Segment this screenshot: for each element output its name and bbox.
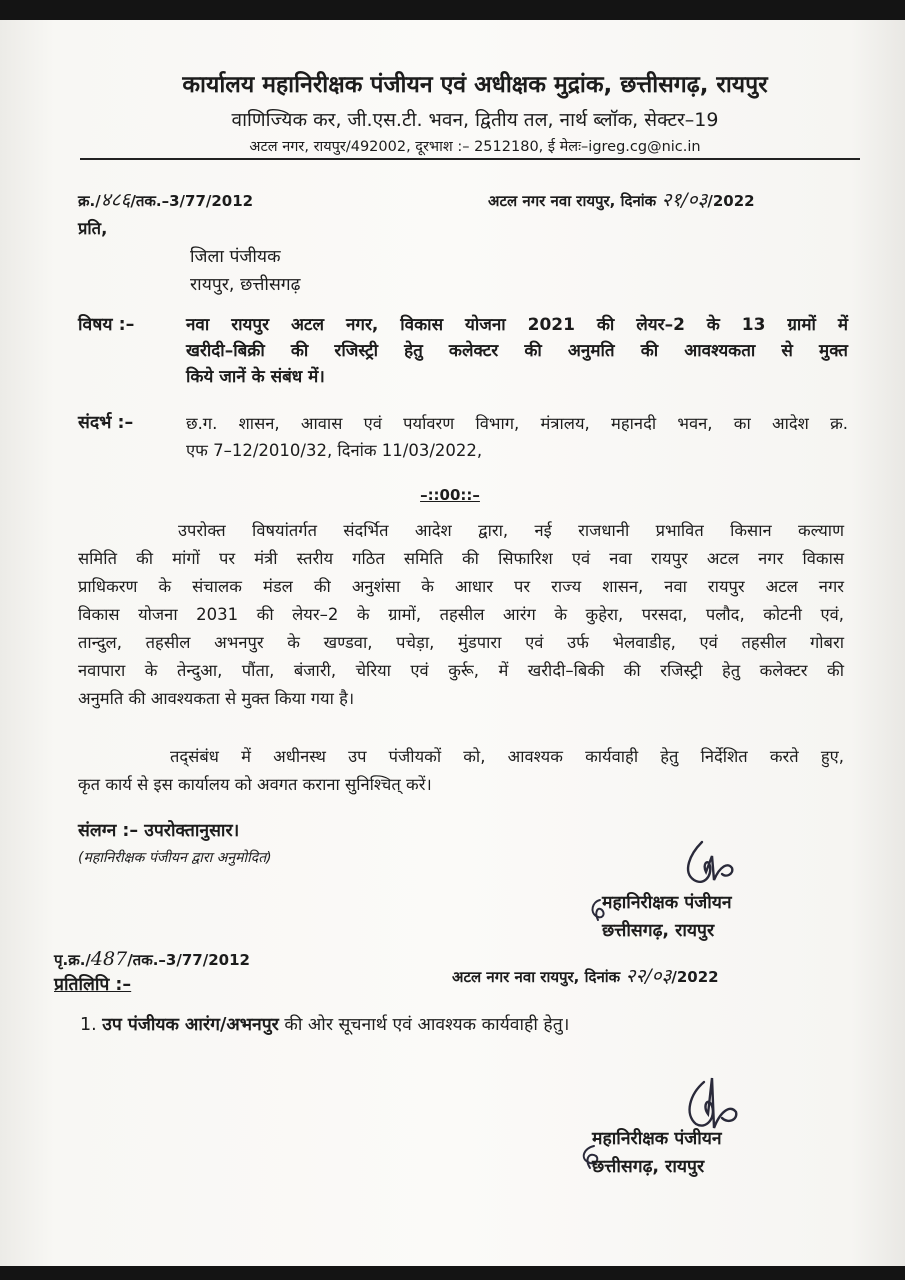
body-paragraph-1 [78,517,844,713]
letter-date-prefix: अटल नगर नवा रायपुर, दिनांक [488,192,657,210]
copy-letter-number [54,948,250,970]
copy-date-handwritten: २२/०३ [625,965,672,987]
enclosure-label: संलग्न :– उपरोक्तानुसार। [78,821,240,841]
copy-number-suffix: /तक.–3/77/2012 [127,951,250,969]
letter-number-handwritten: ४८६ [100,189,131,211]
copy-label: प्रतिलिपि :– [54,975,132,995]
copy-number-prefix: पृ.क्र./ [54,951,91,969]
sandarbh-text [186,410,848,464]
copy-number-handwritten: 487 [90,948,128,970]
paragraph-line: प्राधिकरण के संचालक मंडल की अनुशंसा के आधार पर राज्य शासन, नवा रायपुर अटल नगर [78,577,844,596]
copy-item-number: 1. [80,1015,97,1035]
paragraph-line: समिति की मांगों पर मंत्री स्तरीय गठित समिति की सिफारिश एवं नवा रायपुर अटल नगर विकास [78,549,844,568]
section-separator [390,486,510,504]
sandarbh-label: संदर्भ :– [78,413,134,433]
letter-number-prefix: क्र./ [78,192,101,210]
subject-text [186,312,848,390]
approval-note: (महानिरीक्षक पंजीयन द्वारा अनुमोदित) [78,850,272,866]
paragraph-line: अनुमति की आवश्यकता से मुक्त किया गया है। [78,689,355,708]
copy-item-1 [80,1012,569,1036]
paragraph-line: विकास योजना 2031 की लेयर–2 के ग्रामों, तहसील आरंग के कुहेरा, परसदा, पलौद, कोटनी एवं, [78,605,844,624]
sandarbh-line: एफ 7–12/2010/32, दिनांक 11/03/2022, [186,441,483,460]
prati-label: प्रति, [78,219,108,238]
subject-label: विषय :– [78,315,135,335]
letter-date-suffix: /2022 [707,192,755,210]
signatory-place-2: छत्तीसगढ़, रायपुर [592,1157,705,1177]
signatory-place-1: छत्तीसगढ़, रायपुर [602,921,715,941]
recipient-line-2: रायपुर, छत्तीसगढ़ [190,275,301,295]
paragraph-line: नवापारा के तेन्दुआ, पौंता, बंजारी, चेरिया एवं कुर्रू, में खरीदी–बिकी की रजिस्ट्री हेतु कलेक्टर की [78,661,844,680]
address-line-2: अटल नगर, रायपुर/492002, दूरभाश :– 2512180, ई मेलः–igreg.cg@nic.in [249,139,701,155]
subject-line: नवा रायपुर अटल नगर, विकास योजना 2021 की लेयर–2 के 13 ग्रामों में [186,315,848,335]
letter-date-handwritten: २१/०३ [661,189,708,211]
recipient-line-1: जिला पंजीयक [190,247,281,267]
top-dark-border [0,0,905,20]
copy-date-prefix: अटल नगर नवा रायपुर, दिनांक [452,968,621,986]
letter-number-suffix: /तक.–3/77/2012 [130,192,254,210]
paragraph-line: तान्दुल, तहसील अभनपुर के खण्डवा, पचेड़ा, मुंडपारा एवं उर्फ भेलवाडीह, एवं तहसील गोबरा [78,633,844,652]
body-paragraph-2 [78,743,844,799]
paragraph-line: कृत कार्य से इस कार्यालय को अवगत कराना सुनिश्चित् करें। [78,775,432,794]
copy-letter-date [452,962,719,988]
subject-line: खरीदी–बिक्री की रजिस्ट्री हेतु कलेक्टर की अनुमति की आवश्यकता से मुक्त [186,341,848,361]
subject-line: किये जानें के संबंध में। [186,367,325,387]
separator-text: –::00::– [420,486,480,504]
copy-date-suffix: /2022 [671,968,719,986]
sandarbh-line: छ.ग. शासन, आवास एवं पर्यावरण विभाग, मंत्रालय, महानदी भवन, का आदेश क्र. [186,414,848,433]
letter-date [488,186,755,212]
signatory-title-1: महानिरीक्षक पंजीयन [602,893,732,913]
signatory-title-2: महानिरीक्षक पंजीयन [592,1129,722,1149]
copy-item-text: की ओर सूचनार्थ एवं आवश्यक कार्यवाही हेतु। [284,1015,570,1035]
letterhead-divider [80,158,860,160]
letter-number [78,186,253,212]
paragraph-line: तद्संबंध में अधीनस्थ उप पंजीयकों को, आवश्यक कार्यवाही हेतु निर्देशित करते हुए, [170,747,844,766]
address-line-1: वाणिज्यिक कर, जी.एस.टी. भवन, द्वितीय तल, नार्थ ब्लॉक, सेक्टर–19 [231,109,719,131]
copy-item-recipient: उप पंजीयक आरंग/अभनपुर [102,1015,279,1035]
bottom-dark-border [0,1266,905,1280]
office-title: कार्यालय महानिरीक्षक पंजीयन एवं अधीक्षक मुद्रांक, छत्तीसगढ़, रायपुर [182,72,768,98]
paragraph-line: उपरोक्त विषयांतर्गत संदर्भित आदेश द्वारा, नई राजधानी प्रभावित किसान कल्याण [178,521,844,540]
